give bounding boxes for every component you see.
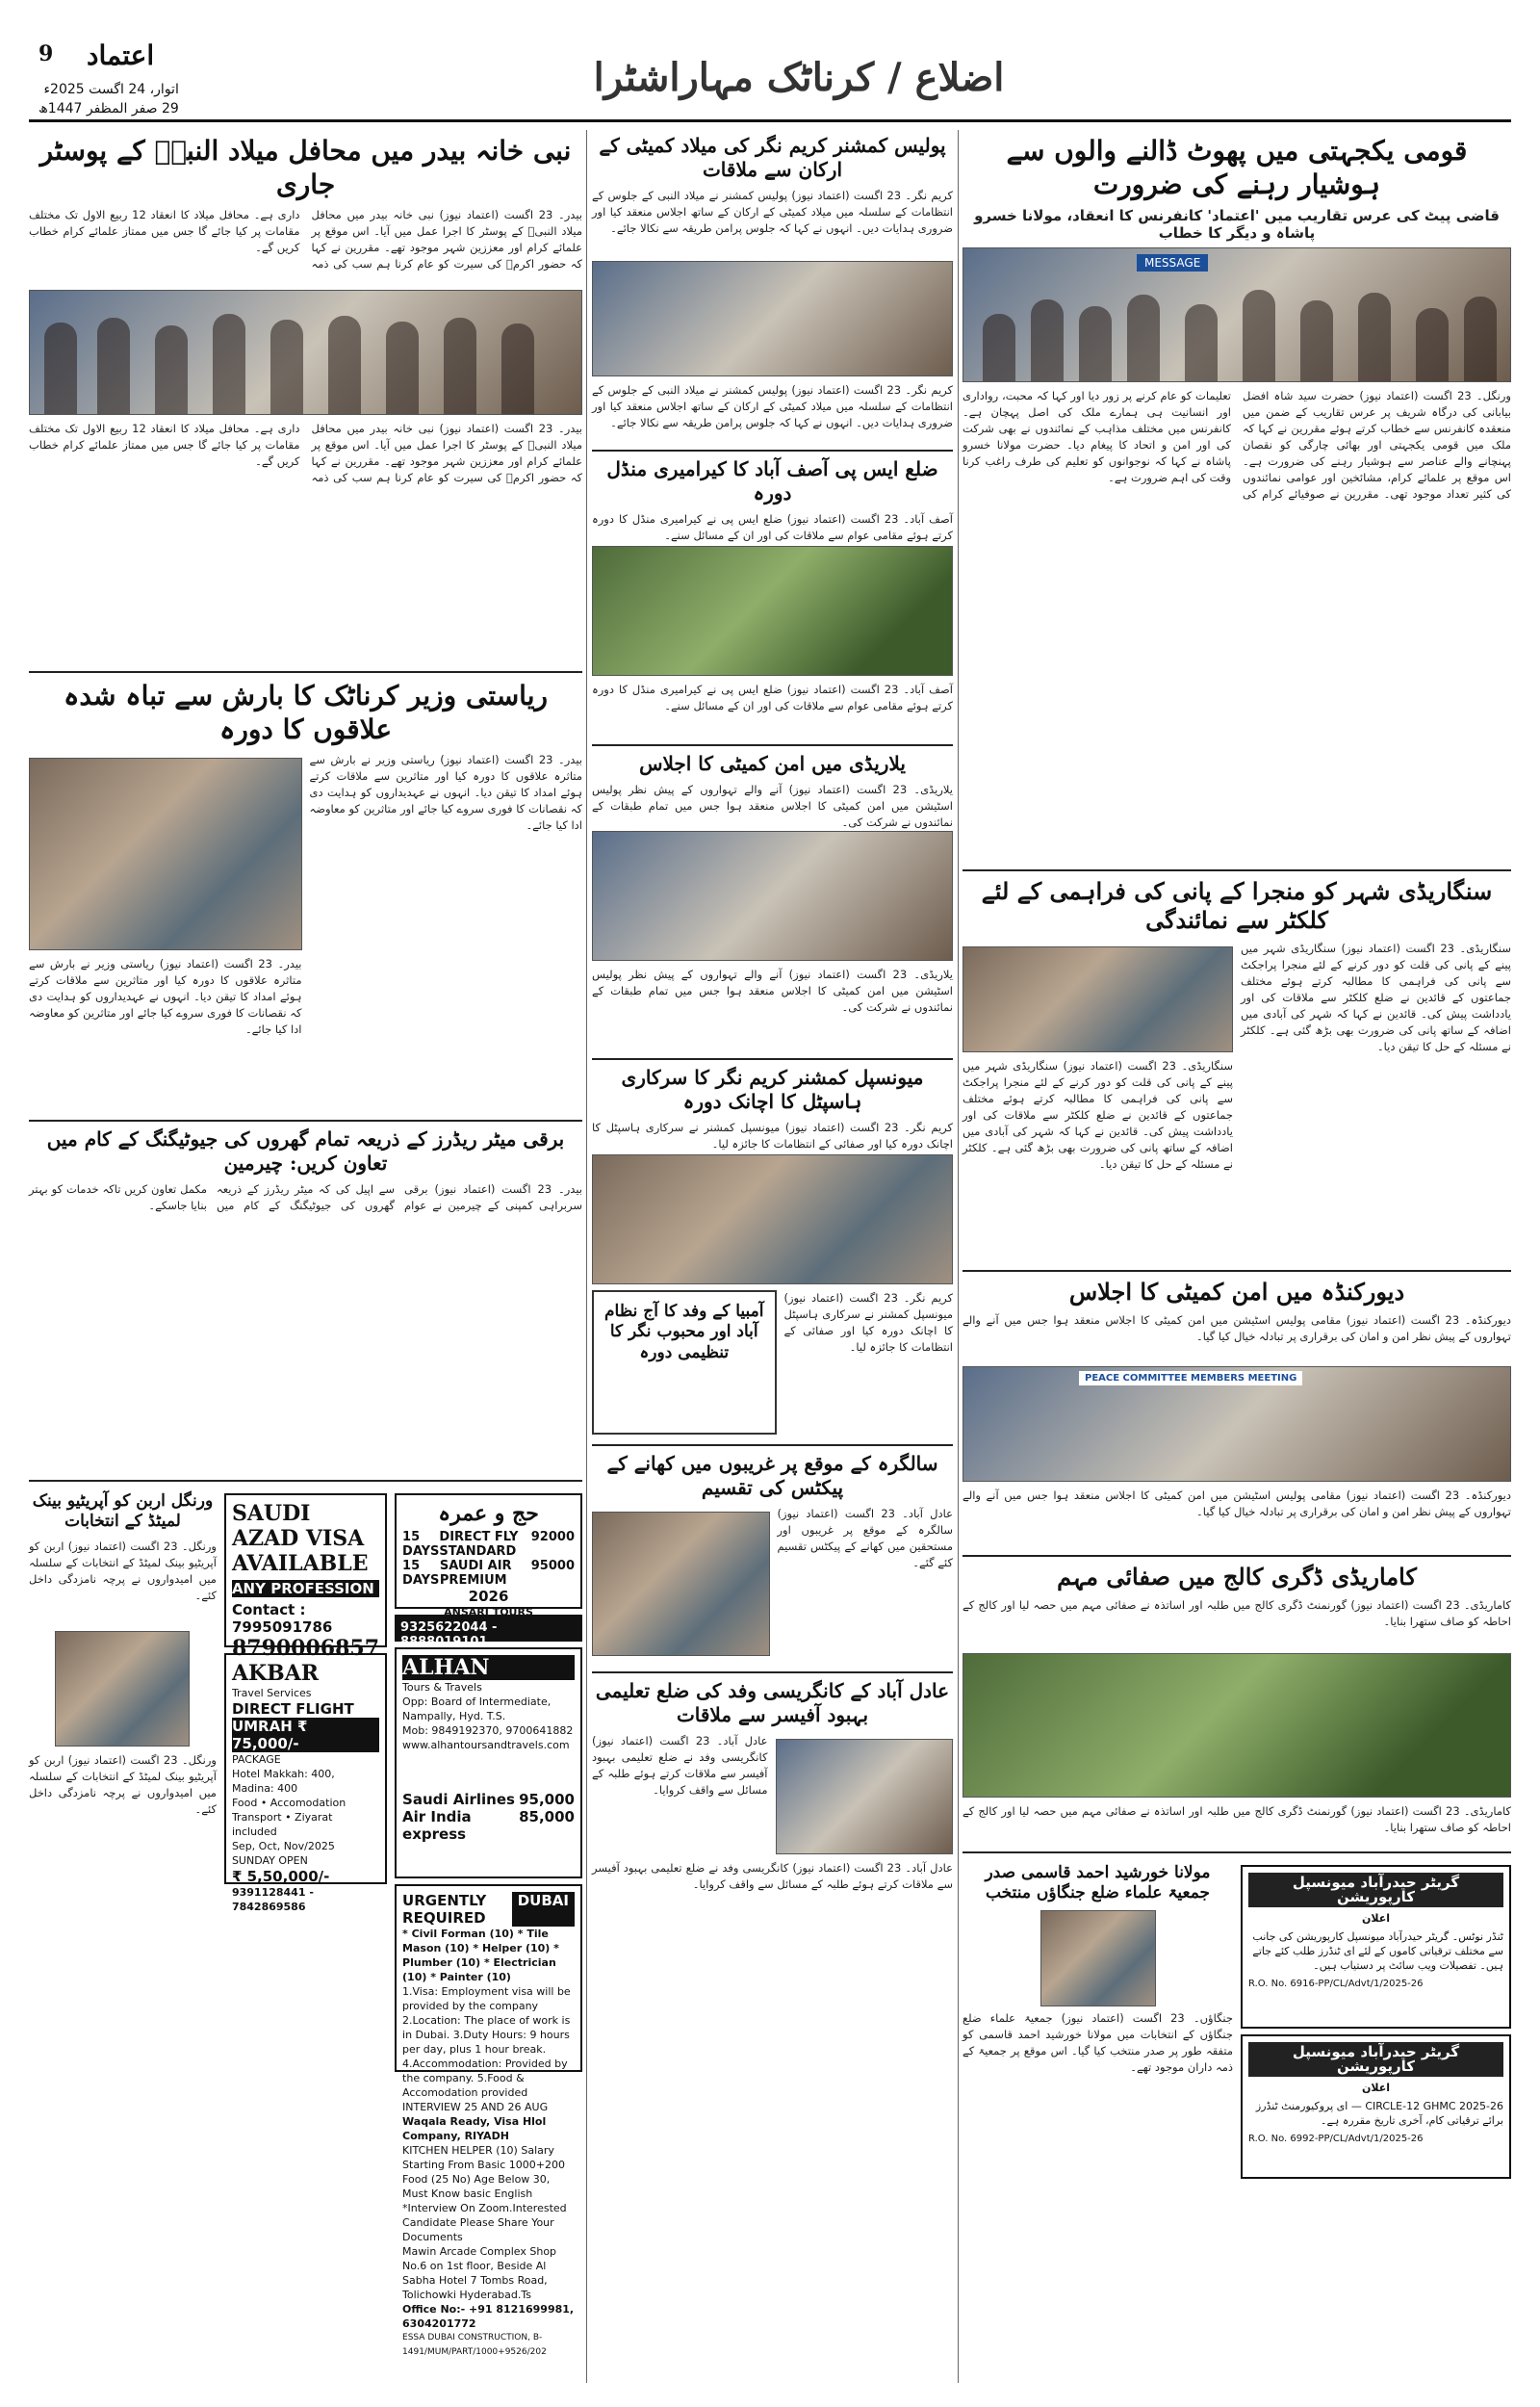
umrah-price: 92000 <box>530 1530 575 1544</box>
umrah-days: 15 DAYS <box>402 1559 440 1588</box>
saudi-visa-contact: Contact : 7995091786 <box>231 1601 333 1636</box>
electric-story <box>29 1127 582 1470</box>
salgira-body: عادل آباد۔ 23 اگست (اعتماد نیوز) سالگرہ کے موقع پر غریبوں اور مستحقین میں کھانے کے پیکٹس تقسیم کئے گئے۔ <box>777 1507 953 1569</box>
salgira-photo <box>592 1512 770 1656</box>
office: Office No:- +91 8121699981, 6304201772 <box>402 2303 575 2330</box>
akbar-hajj: ₹ 5,50,000/- <box>231 1868 330 1885</box>
police-headline: پولیس کمشنر کریم نگر کی میلاد کمیٹی کے ارکان سے ملاقات <box>599 134 946 181</box>
warangal-body-cont: ورنگل۔ 23 اگست (اعتماد نیوز) اربن کو آپریٹیو بینک لمیٹڈ کے انتخابات کے سلسلہ میں امیدواروں نے پرچہ نامزدگی داخل کئے۔ <box>28 1752 217 1816</box>
akbar-hotel: Hotel Makkah: 400, Madina: 400 <box>231 1768 335 1795</box>
hospital-story <box>592 1066 953 1435</box>
alhan-phone: Mob: 9849192370, 9700641882 <box>402 1724 574 1737</box>
asif-story <box>592 457 953 735</box>
notice-body: ٹنڈر نوٹس۔ گریٹر حیدرآباد میونسپل کارپوریشن کی جانب سے مختلف ترقیاتی کاموں کے لئے ای ٹنڈرز طلب کئے جاتے ہیں۔ تفصیلات ویب سائٹ پر دستیاب ہیں۔ <box>1252 1930 1503 1972</box>
yellareddy-photo <box>592 831 953 961</box>
photo-banner: PEACE COMMITTEE MEMBERS MEETING <box>1079 1371 1302 1385</box>
hospital-body-cont: کریم نگر۔ 23 اگست (اعتماد نیوز) میونسپل کمشنر نے سرکاری ہاسپٹل کا اچانک دورہ کیا اور صفائی کے انتظامات کا جائزہ لیا۔ <box>783 1291 953 1354</box>
ghmc-notice <box>1241 1865 1511 2029</box>
devarakonda-headline: دیورکنڈہ میں امن کمیٹی کا اجلاس <box>1068 1278 1405 1306</box>
page-header <box>29 34 1511 122</box>
devarakonda-photo <box>962 1366 1511 1482</box>
column-left <box>29 130 582 2383</box>
mohammed-story <box>962 1859 1233 2193</box>
kamareddy-photo <box>962 1653 1511 1798</box>
adilabad-story <box>592 1679 953 1947</box>
minister-headline: ریاستی وزیر کرناٹک کا بارش سے تباہ شدہ علاقوں کا دورہ <box>63 680 549 745</box>
saudi-price: 95,000 <box>519 1791 575 1808</box>
urgent-title: URGENTLY REQUIRED <box>402 1892 487 1927</box>
page-number: 9 <box>38 41 54 66</box>
column-middle <box>592 130 953 2383</box>
ansari-name: ANSARI TOURS <box>444 1606 533 1618</box>
devarakonda-body: دیورکنڈہ۔ 23 اگست (اعتماد نیوز) مقامی پولیس اسٹیشن میں امن کمیٹی کا اجلاس منعقد ہوا جس میں آنے والے تہواروں کے پیش نظر امن و امان کی برقراری پر تبادلہ خیال کیا گیا۔ <box>962 1313 1511 1343</box>
sangareddy-story <box>962 877 1511 1260</box>
bidar-body-cont: بیدر۔ 23 اگست (اعتماد نیوز) نبی خانہ بیدر میں محافل میلاد النبیؐ کے پوسٹر کا اجرا عمل میں آیا۔ اس موقع پر علمائے کرام اور معززین شہر موجود تھے۔ مقررین نے کہا کہ حضور اکرمؐ کی سیرت کو عام کرنا ہم سب کی ذمہ داری ہے۔ محافل میلاد کا انعقاد 12 ربیع الاول تک مختلف مقامات پر کیا جائے گا جس میں ممتاز علمائے کرام خطاب کریں گے۔ <box>29 422 583 484</box>
waqala-title: Waqala Ready, Visa Hlol Company, RIYADH <box>402 2115 547 2142</box>
mohammed-body: جنگاؤں۔ 23 اگست (اعتماد نیوز) جمعیۃ علماء ضلع جنگاؤں کے انتخابات میں مولانا خورشید احمد قاسمی کو متفقہ طور پر صدر منتخب کیا گیا۔ اس موقع پر جمعیۃ کے ذمہ داران موجود تھے۔ <box>962 2010 1234 2074</box>
notice-ro: R.O. No. 6916-PP/CL/Advt/1/2025-26 <box>1248 1979 1424 1989</box>
hospital-body: کریم نگر۔ 23 اگست (اعتماد نیوز) میونسپل کمشنر نے سرکاری ہاسپٹل کا اچانک دورہ کیا اور صفائی کے انتظامات کا جائزہ لیا۔ <box>592 1121 953 1151</box>
portrait-photo <box>1040 1910 1156 2006</box>
notice-title: گریٹر حیدرآباد میونسپل کارپوریشن <box>1248 2042 1503 2077</box>
adilabad-body: عادل آباد۔ 23 اگست (اعتماد نیوز) کانگریسی وفد نے ضلع تعلیمی بہبود آفیسر سے ملاقات کرتے ہوئے طلبہ کے مسائل سے واقف کروایا۔ <box>592 1734 768 1797</box>
mawin: Mawin Arcade Complex Shop No.6 on 1st floor, Beside Al Sabha Hotel 7 Tombs Road, Tolichowki Hyderabad.Ts <box>402 2245 557 2301</box>
akbar-phone: 9391128441 - 7842869586 <box>231 1886 314 1913</box>
akbar-tag: Travel Services <box>231 1687 312 1699</box>
minister-body-cont: بیدر۔ 23 اگست (اعتماد نیوز) ریاستی وزیر نے بارش سے متاثرہ علاقوں کا دورہ کیا اور متاثرین سے ملاقات کرتے ہوئے امداد کا تیقن دیا۔ انہوں نے عہدیداروں کو ہدایت دی کہ نقصانات کا فوری سروے کیا جائے اور متاثرین کو معاوضہ ادا کیا جائے۔ <box>29 957 302 1036</box>
urgent-terms: 1.Visa: Employment visa will be provided by the company 2.Location: The place of work is in Dubai. 3.Duty Hours: 9 hours per day, plus 1 hour break. 4.Accommodation: Provided by the company. 5.Food & Accomodation provided INTERVIEW 25 AND 26 AUG <box>402 1985 571 2113</box>
umrah-label: SAUDI AIR PREMIUM <box>439 1559 512 1588</box>
police-body-cont: کریم نگر۔ 23 اگست (اعتماد نیوز) پولیس کمشنر نے میلاد النبی کے جلوس کے انتظامات کے سلسلہ میں میلاد کمیٹی کے ارکان کے ساتھ اجلاس منعقد کیا اور ضروری ہدایات دیں۔ انہوں نے کہا کہ جلوس پرامن طریقہ سے نکالا جائے۔ <box>592 383 953 429</box>
hospital-photo <box>592 1154 953 1284</box>
saudi-visa-title: SAUDI AZAD VISA AVAILABLE <box>231 1501 369 1576</box>
lead-subhead: قاضی پیٹ کی عرس تقاریب میں 'اعتماد' کانفرنس کا انعقاد، مولانا خسرو پاشاہ و دیگر کا خطاب <box>974 207 1500 242</box>
alhan-name: ALHAN <box>402 1655 575 1680</box>
saudi-visa-any: ANY PROFESSION <box>232 1580 379 1597</box>
ghmc-notice-2 <box>1241 2034 1511 2179</box>
umrah-label: DIRECT FLY STANDARD <box>439 1530 519 1559</box>
bidar-headline: نبی خانہ بیدر میں محافل میلاد النبیؐ کے پوسٹر جاری <box>39 135 572 200</box>
yellareddy-story <box>592 752 953 1048</box>
photo-banner: MESSAGE <box>1137 254 1208 272</box>
column-right <box>962 130 1511 2383</box>
umrah-ad <box>395 1493 582 1618</box>
lead-photo <box>962 247 1511 382</box>
notice-sub: اعلان <box>1361 2082 1391 2094</box>
adilabad-body-cont: عادل آباد۔ 23 اگست (اعتماد نیوز) کانگریسی وفد نے ضلع تعلیمی بہبود آفیسر سے ملاقات کرتے ہوئے طلبہ کے مسائل سے واقف کروایا۔ <box>592 1861 953 1891</box>
electric-body: بیدر۔ 23 اگست (اعتماد نیوز) برقی سربراہی کمپنی کے چیرمین نے عوام سے اپیل کی کہ میٹر ریڈرز کے ذریعہ گھروں کی جیوٹیگنگ کے کام میں مکمل تعاون کریں تاکہ خدمات کو بہتر بنایا جاسکے۔ <box>29 1182 582 1212</box>
police-photo <box>592 261 953 376</box>
akbar-package: PACKAGE <box>231 1753 281 1766</box>
salgira-story <box>592 1452 953 1662</box>
urgent-place: DUBAI <box>512 1892 575 1927</box>
lead-body: ورنگل۔ 23 اگست (اعتماد نیوز) حضرت سید شاہ افضل بیابانی کی درگاہ شریف پر عرس تقاریب کے ضمن میں منعقدہ کانفرنس سے خطاب کرتے ہوئے مقررین نے کہا کہ ملک میں قومی یکجہتی اور بھائی چارگی کو نقصان پہنچانے والے عناصر سے ہوشیار رہنے کی ضرورت ہے۔ اس موقع پر علمائے کرام، مشائخین اور عوامی نمائندوں کی کثیر تعداد موجود تھی۔ مقررین نے صوفیائے کرام کی تعلیمات کو عام کرنے پر زور دیا اور کہا کہ محبت، رواداری اور انسانیت ہی ہمارے ملک کی اصل پہچان ہے۔ کانفرنس میں مختلف مذاہب کے نمائندوں نے بھی شرکت کی اور امن و اتحاد کا پیغام دیا۔ حضرت مولانا خسرو پاشاہ نے کہا کہ نوجوانوں کو تعلیم کی طرف راغب کرنا وقت کی اہم ضرورت ہے۔ <box>962 389 1511 501</box>
notice-ro: R.O. No. 6992-PP/CL/Advt/1/2025-26 <box>1248 2134 1424 2144</box>
sangareddy-headline: سنگاریڈی شہر کو منجرا کے پانی کی فراہمی کے لئے کلکٹر سے نمائندگی <box>981 877 1493 934</box>
minister-photo <box>29 758 302 950</box>
minister-story <box>29 679 582 1110</box>
essa: ESSA DUBAI CONSTRUCTION, B-1491/MUM/PART/1000+9526/202 <box>402 2333 547 2357</box>
newspaper-name: اعتماد <box>87 39 155 71</box>
yellareddy-headline: یلاریڈی میں امن کمیٹی کا اجلاس <box>639 752 906 775</box>
devarakonda-story <box>962 1278 1511 1545</box>
waqala-body: KITCHEN HELPER (10) Salary Starting From Basic 1000+200 Food (25 No) Age Below 30, Must Know basic English *Interview On Zoom.Interested Candidate Please Share Your Documents <box>402 2144 567 2243</box>
air-india: Air India express <box>402 1808 472 1843</box>
kamareddy-story <box>962 1563 1511 1842</box>
bidar-story <box>29 134 582 661</box>
umrah-days: 15 DAYS <box>402 1530 440 1559</box>
sangareddy-photo <box>962 946 1233 1052</box>
umrah-title: حج و عمرہ <box>438 1501 539 1526</box>
warangal-body: ورنگل۔ 23 اگست (اعتماد نیوز) اربن کو آپریٹیو بینک لمیٹڈ کے انتخابات کے سلسلہ میں امیدواروں نے پرچہ نامزدگی داخل کئے۔ <box>28 1539 217 1602</box>
lead-story <box>962 134 1511 860</box>
salgira-headline: سالگرہ کے موقع پر غریبوں میں کھانے کے پیکٹس کی تقسیم <box>606 1452 938 1499</box>
saudi-visa-ad <box>224 1493 387 1661</box>
akbar-direct: DIRECT FLIGHT <box>231 1700 354 1718</box>
police-story <box>592 134 953 440</box>
notice-sub: اعلان <box>1361 1912 1391 1925</box>
lead-headline: قومی یکجہتی میں پھوٹ ڈالنے والوں سے ہوشیار رہنے کی ضرورت <box>1006 135 1468 200</box>
asif-body-cont: آصف آباد۔ 23 اگست (اعتماد نیوز) ضلع ایس پی نے کیرامیری منڈل کا دورہ کرتے ہوئے مقامی عوام سے ملاقات کی اور ان کے مسائل سنے۔ <box>592 683 953 712</box>
warangal-headline: ورنگل اربن کو آپریٹیو بینک لمیٹڈ کے انتخابات <box>32 1491 214 1532</box>
asif-headline: ضلع ایس پی آصف آباد کا کیرامیری منڈل دورہ <box>606 457 938 505</box>
sangareddy-body-cont: سنگاریڈی۔ 23 اگست (اعتماد نیوز) سنگاریڈی شہر میں پینے کے پانی کی قلت کو دور کرنے کے لئے منجرا پراجکٹ سے پانی کی فراہمی کا مطالبہ کرتے ہوئے مختلف جماعتوں کے قائدین نے ضلع کلکٹر سے ملاقات کی اور یادداشت پیش کی۔ قائدین نے کہا کہ شہر کی آبادی میں اضافہ کے ساتھ پانی کی ضرورت بھی بڑھ گئی ہے۔ کلکٹر نے مسئلہ کے حل کا تیقن دیا۔ <box>962 1059 1233 1171</box>
adilabad-photo <box>776 1739 954 1854</box>
sangareddy-body: سنگاریڈی۔ 23 اگست (اعتماد نیوز) سنگاریڈی شہر میں پینے کے پانی کی قلت کو دور کرنے کے لئے منجرا پراجکٹ سے پانی کی فراہمی کا مطالبہ کرتے ہوئے مختلف جماعتوں کے قائدین نے ضلع کلکٹر سے ملاقات کی اور یادداشت پیش کی۔ قائدین نے کہا کہ شہر کی آبادی میں اضافہ کے ساتھ پانی کی ضرورت بھی بڑھ گئی ہے۔ کلکٹر نے مسئلہ کے حل کا تیقن دیا۔ <box>1241 942 1511 1053</box>
umrah-year: 2026 <box>468 1588 509 1605</box>
date-gregorian: اتوار، 24 اگست 2025ء <box>43 82 179 97</box>
date-hijri: 29 صفر المظفر 1447ھ <box>38 101 179 116</box>
asif-body: آصف آباد۔ 23 اگست (اعتماد نیوز) ضلع ایس پی نے کیرامیری منڈل کا دورہ کرتے ہوئے مقامی عوام سے ملاقات کی اور ان کے مسائل سنے۔ <box>592 512 953 542</box>
yellareddy-body: یلاریڈی۔ 23 اگست (اعتماد نیوز) آنے والے تہواروں کے پیش نظر پولیس اسٹیشن میں امن کمیٹی کا اجلاس منعقد ہوا جس میں تمام طبقات کے نمائندوں نے شرکت کی۔ <box>592 783 953 829</box>
urgent-jobs: * Civil Forman (10) * Tile Mason (10) * Helper (10) * Plumber (10) * Electrician (10) * Painter (10) <box>402 1928 559 1983</box>
bidar-body: بیدر۔ 23 اگست (اعتماد نیوز) نبی خانہ بیدر میں محافل میلاد النبیؐ کے پوسٹر کا اجرا عمل میں آیا۔ اس موقع پر علمائے کرام اور معززین شہر موجود تھے۔ مقررین نے کہا کہ حضور اکرمؐ کی سیرت کو عام کرنا ہم سب کی ذمہ داری ہے۔ محافل میلاد کا انعقاد 12 ربیع الاول تک مختلف مقامات پر کیا جائے گا جس میں ممتاز علمائے کرام خطاب کریں گے۔ <box>29 208 583 271</box>
alhan-tag: Tours & Travels <box>402 1681 482 1694</box>
alhan-web: www.alhantoursandtravels.com <box>402 1739 570 1751</box>
minister-body: بیدر۔ 23 اگست (اعتماد نیوز) ریاستی وزیر نے بارش سے متاثرہ علاقوں کا دورہ کیا اور متاثرین سے ملاقات کرتے ہوئے امداد کا تیقن دیا۔ انہوں نے عہدیداروں کو ہدایت دی کہ نقصانات کا فوری سروے کیا جائے اور متاثرین کو معاوضہ ادا کیا جائے۔ <box>309 753 582 832</box>
akbar-dates: Sep, Oct, Nov/2025 SUNDAY OPEN <box>231 1840 335 1867</box>
date-block <box>38 80 179 118</box>
alhan-ad <box>395 1647 582 1878</box>
hospital-headline: میونسپل کمشنر کریم نگر کا سرکاری ہاسپٹل کا اچانک دورہ <box>621 1066 924 1113</box>
nizam-headline: آمبیا کے وفد کا آج نظام آباد اور محبوب نگر کا تنظیمی دورہ <box>603 1302 764 1362</box>
akbar-umrah: UMRAH ₹ 75,000/- <box>232 1718 379 1752</box>
warangal-photo <box>55 1631 190 1747</box>
police-body: کریم نگر۔ 23 اگست (اعتماد نیوز) پولیس کمشنر نے میلاد النبی کے جلوس کے انتظامات کے سلسلہ میں میلاد کمیٹی کے ارکان کے ساتھ اجلاس منعقد کیا اور ضروری ہدایات دیں۔ انہوں نے کہا کہ جلوس پرامن طریقہ سے نکالا جائے۔ <box>592 189 953 235</box>
umrah-price: 95000 <box>530 1559 575 1573</box>
kamareddy-body-cont: کاماریڈی۔ 23 اگست (اعتماد نیوز) گورنمنٹ ڈگری کالج میں طلبہ اور اساتذہ نے صفائی مہم میں حصہ لیا اور کالج کے احاطہ کو صاف ستھرا بنایا۔ <box>962 1804 1511 1834</box>
alhan-address: Opp: Board of Intermediate, Nampally, Hyd. T.S. <box>402 1695 552 1722</box>
air-india-price: 85,000 <box>519 1808 575 1825</box>
akbar-name: AKBAR <box>231 1661 320 1686</box>
bidar-photo <box>29 290 582 415</box>
ansari-phone: 9325622044 - 8888019101 <box>395 1615 582 1642</box>
saudi-airlines: Saudi Airlines <box>402 1791 515 1808</box>
column-divider <box>958 130 959 2383</box>
yellareddy-body-cont: یلاریڈی۔ 23 اگست (اعتماد نیوز) آنے والے تہواروں کے پیش نظر پولیس اسٹیشن میں امن کمیٹی کا اجلاس منعقد ہوا جس میں تمام طبقات کے نمائندوں نے شرکت کی۔ <box>592 968 953 1014</box>
electric-headline: برقی میٹر ریڈرز کے ذریعہ تمام گھروں کی جیوٹیگنگ کے کام میں تعاون کریں: چیرمین <box>46 1127 565 1175</box>
urgent-ad <box>395 1884 582 2357</box>
notice-title: گریٹر حیدرآباد میونسپل کارپوریشن <box>1248 1873 1503 1907</box>
saudi-visa-phone: 8790006857 <box>231 1636 380 1661</box>
warangal-story <box>29 1488 217 2070</box>
kamareddy-headline: کاماریڈی ڈگری کالج میں صفائی مہم <box>1057 1563 1417 1591</box>
column-divider <box>586 130 587 2383</box>
devarakonda-body-cont: دیورکنڈہ۔ 23 اگست (اعتماد نیوز) مقامی پولیس اسٹیشن میں امن کمیٹی کا اجلاس منعقد ہوا جس میں آنے والے تہواروں کے پیش نظر امن و امان کی برقراری پر تبادلہ خیال کیا گیا۔ <box>962 1488 1511 1518</box>
akbar-ad <box>224 1653 387 1913</box>
akbar-transport: Transport • Ziyarat included <box>231 1811 333 1838</box>
mohammed-headline: مولانا خورشید احمد قاسمی صدر جمعیۃ علماء ضلع جنگاؤں منتخب <box>985 1863 1211 1903</box>
section-title: اضلاع / کرناٹک مہاراشٹرا <box>593 55 1005 100</box>
adilabad-headline: عادل آباد کے کانگریسی وفد کی ضلع تعلیمی بہبود آفیسر سے ملاقات <box>595 1679 950 1726</box>
akbar-food: Food • Accomodation <box>231 1797 346 1809</box>
notice-body: CIRCLE-12 GHMC 2025-26 — ای پروکیورمنٹ ٹنڈرز برائے ترقیاتی کام، آخری تاریخ مقررہ ہے۔ <box>1255 2100 1503 2127</box>
kamareddy-body: کاماریڈی۔ 23 اگست (اعتماد نیوز) گورنمنٹ ڈگری کالج میں طلبہ اور اساتذہ نے صفائی مہم میں حصہ لیا اور کالج کے احاطہ کو صاف ستھرا بنایا۔ <box>962 1598 1511 1628</box>
asif-photo <box>592 546 953 676</box>
